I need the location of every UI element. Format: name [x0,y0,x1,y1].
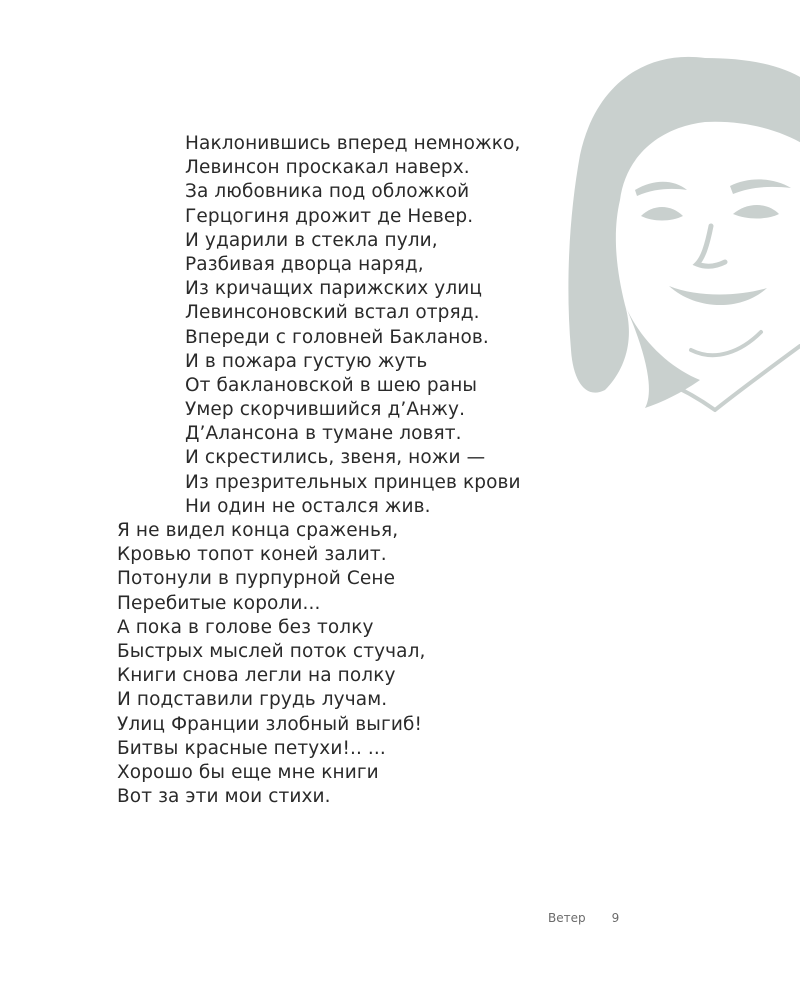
poem-line: Разбивая дворца наряд, [185,253,424,275]
eyebrow-right [730,179,791,194]
eye-right [733,205,779,219]
poem-line: За любовника под обложкой [185,181,470,203]
poem-line: Вот за эти мои стихи. [117,786,331,808]
poem-line: Перебитые короли... [117,592,321,614]
poem-line: И ударили в стекла пули, [185,229,438,251]
poem-line: Улиц Франции злобный выгиб! [117,713,422,735]
poem-line: И подставили грудь лучам. [117,689,388,711]
page-number: 9 [611,911,620,925]
poem-line: От баклановской в шею раны [185,374,478,396]
poem-line: Быстрых мыслей поток стучал, [117,640,426,662]
page-footer [548,911,619,925]
chin-line [691,332,761,355]
poem-line: Левинсон проскакал наверх. [185,157,470,179]
poem-line: А пока в голове без толку [117,616,374,638]
poem-line: Д’Алансона в тумане ловят. [185,423,462,445]
poem-line: Впереди с головней Бакланов. [185,326,489,348]
poem-line: Умер скорчившийся д’Анжу. [185,399,466,421]
poem-line: Потонули в пурпурной Сене [117,568,396,590]
nose [697,226,725,266]
poem-line: И в пожара густую жуть [185,350,428,372]
mouth [669,286,767,305]
poem-line: Из кричащих парижских улиц [185,278,483,300]
portrait-illustration [565,50,800,420]
hair-shape [568,57,800,393]
poem-line: Наклонившись вперед немножко, [185,133,521,154]
poem [0,132,600,809]
footer-section-title: Ветер [548,911,586,925]
poem-flush-block [0,519,600,809]
poem-line: И скрестились, звеня, ножи — [185,447,486,469]
poem-line: Герцогиня дрожит де Невер. [185,205,474,227]
eyebrow-left [635,182,687,196]
poem-line: Битвы красные петухи!.. ... [117,737,386,759]
poem-line: Я не видел конца сраженья, [117,520,399,541]
poem-line: Книги снова легли на полку [117,665,396,687]
poem-line: Ни один не остался жив. [185,495,431,517]
poem-line: Хорошо бы еще мне книги [117,761,379,783]
eye-left [641,207,683,221]
poem-line: Из презрительных принцев крови [185,471,521,493]
poem-indented-block [0,132,600,519]
poem-line: Левинсоновский встал отряд. [185,302,480,324]
poem-line: Кровью топот коней залит. [117,544,387,566]
